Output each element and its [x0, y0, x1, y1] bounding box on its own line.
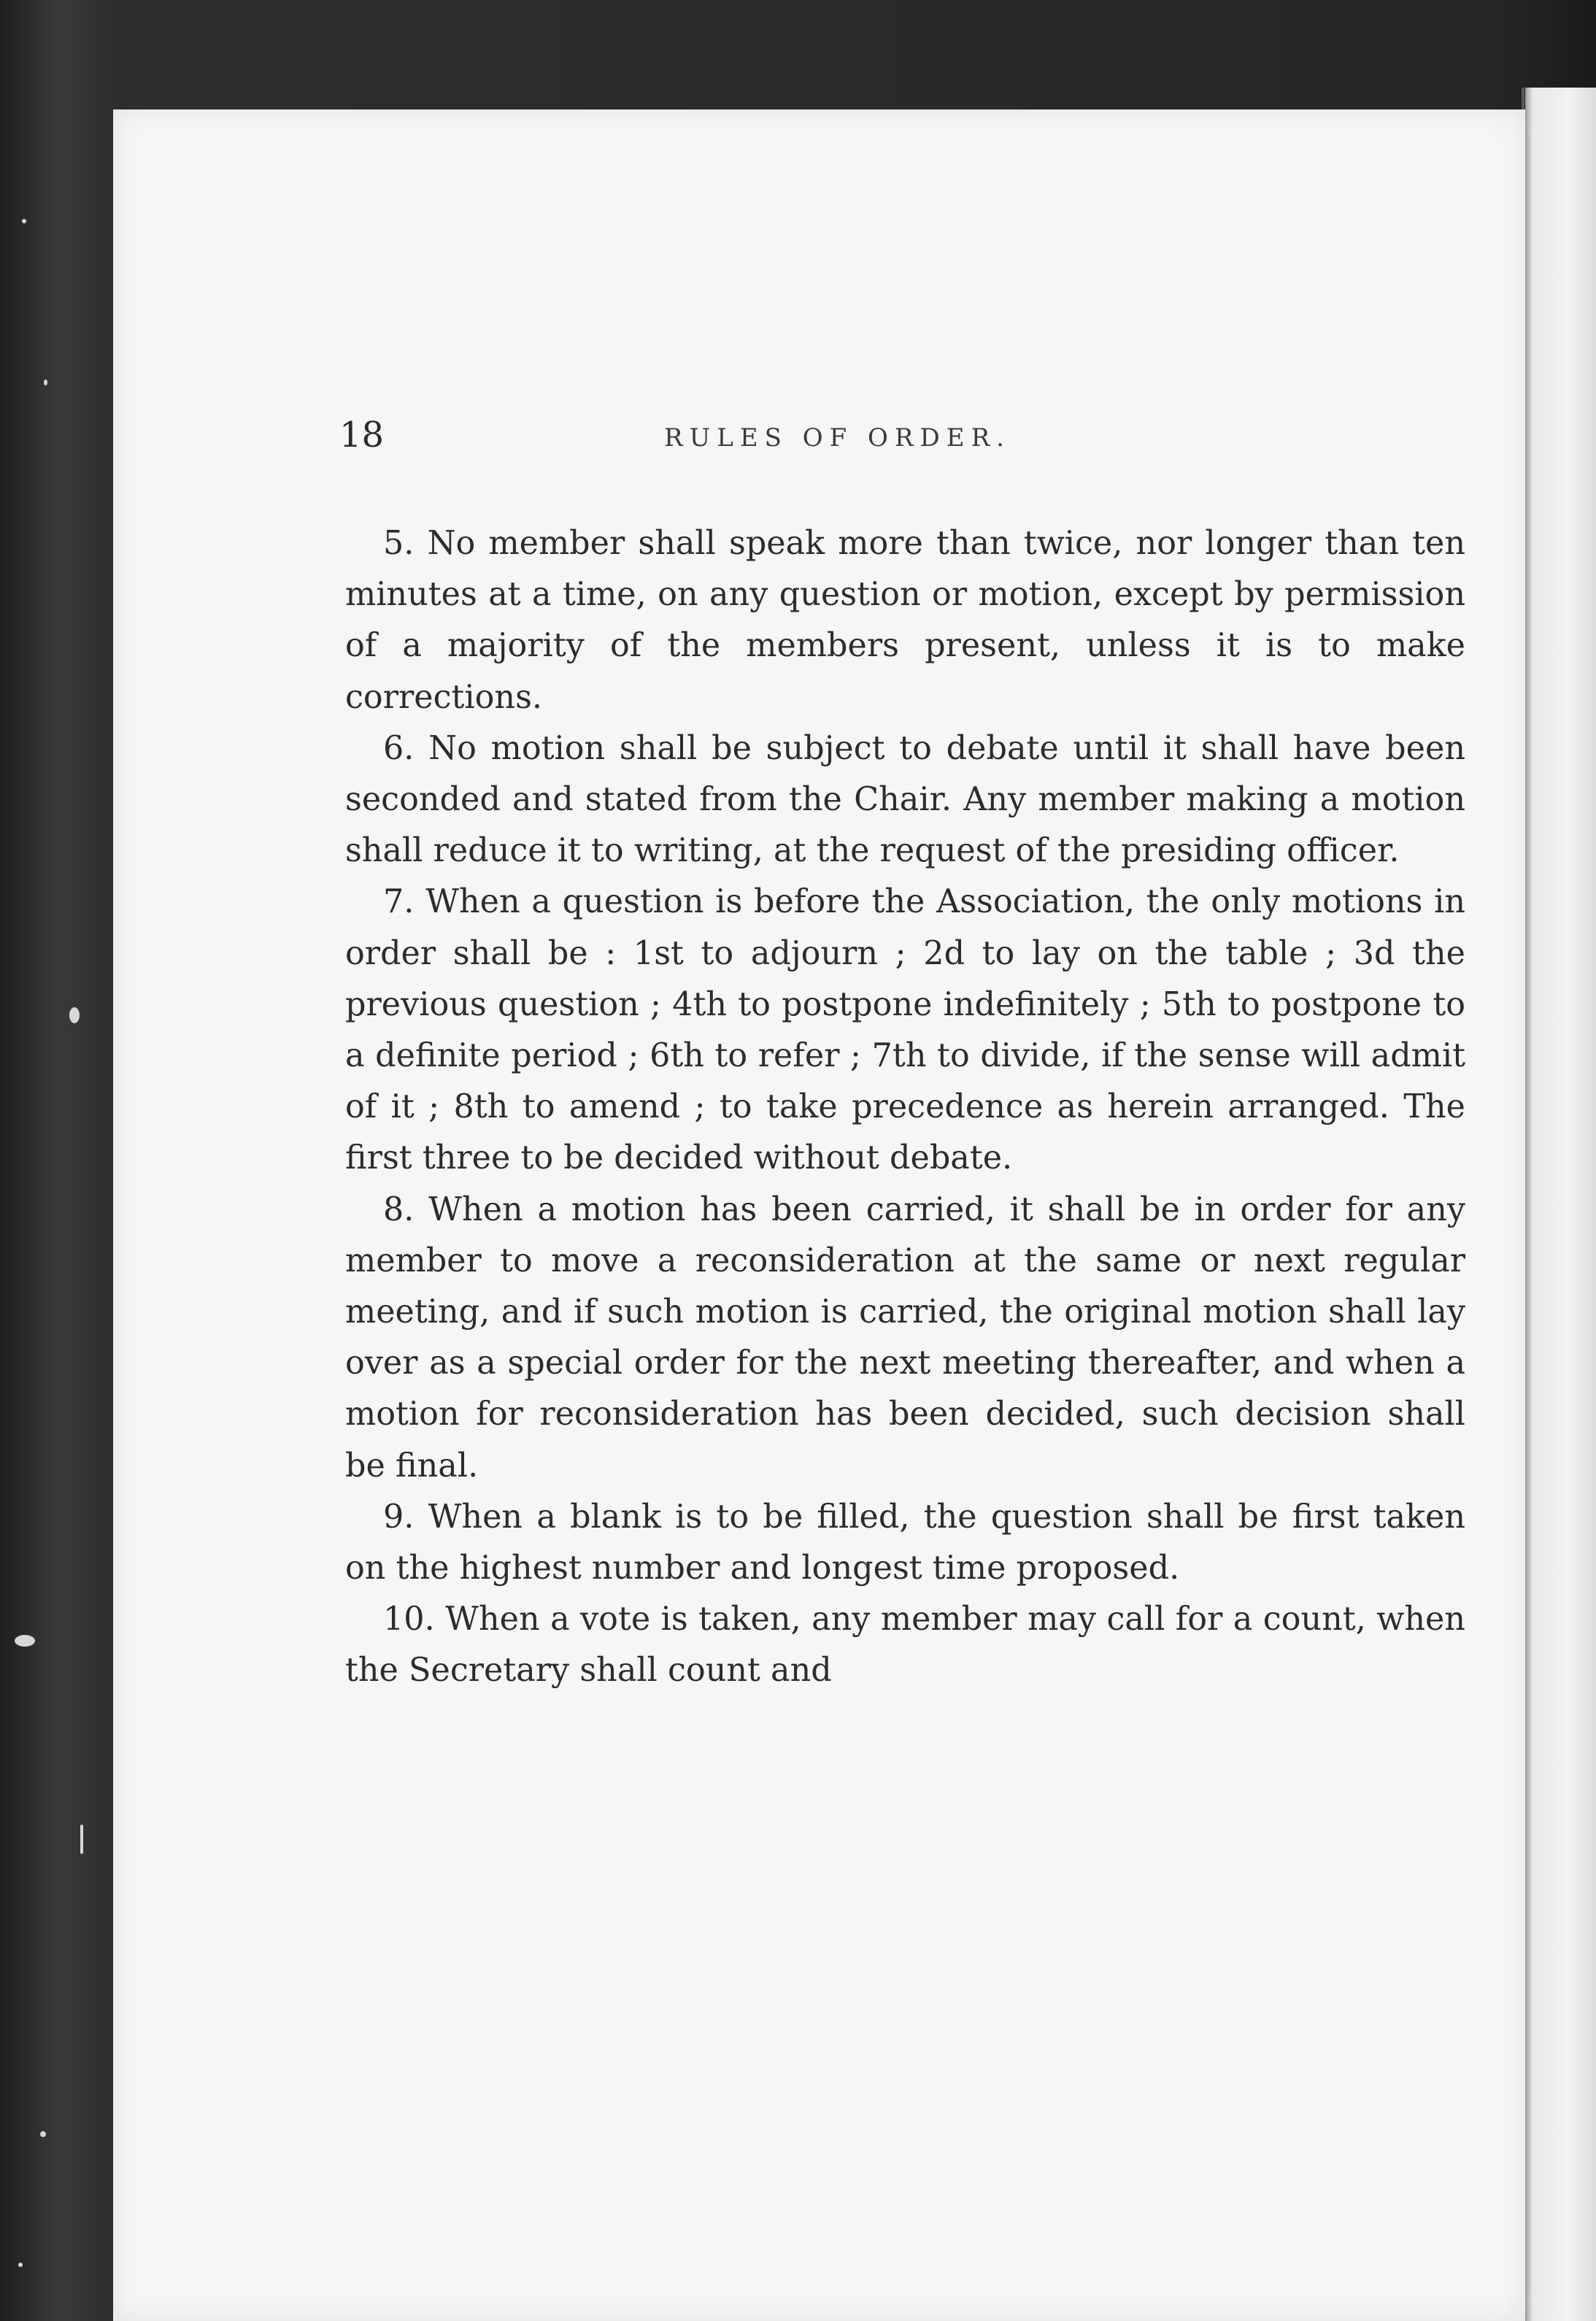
dust-speck [44, 380, 47, 385]
rule-number: 10. [383, 1601, 435, 1639]
book-page [113, 109, 1525, 2321]
dust-speck [18, 2263, 23, 2267]
next-page-edge [1525, 88, 1596, 2321]
rule-text: When a question is before the Association, the only motions in order shall be : 1st to adjourn ; 2d to lay on the table ; 3d the previous question ; 4th to postpone indefinitely ; 5th to postpone to a definite period ; 6th to refer ; 7th to divide, if the sense will admit of it ; 8th to amend ; to take precedence as herein arranged. The first three to be decided without debate. [345, 883, 1465, 1177]
dust-speck [15, 1635, 35, 1647]
running-head [113, 415, 1525, 466]
dust-speck [40, 2131, 46, 2137]
rule-text: When a blank is to be filled, the question shall be first taken on the highest number and longest time proposed. [345, 1498, 1465, 1587]
rule-paragraph [345, 1492, 1465, 1594]
rule-number: 8. [383, 1190, 415, 1228]
rule-number: 6. [383, 729, 415, 767]
dust-speck [69, 1007, 80, 1023]
rule-paragraph [345, 1594, 1465, 1696]
rule-paragraph [345, 518, 1465, 723]
rule-number: 5. [383, 525, 415, 562]
rule-paragraph [345, 1185, 1465, 1492]
dust-speck [22, 219, 26, 223]
rule-text: When a motion has been carried, it shall be in order for any member to move a reconsideration at the same or next regular meeting, and if such motion is carried, the original motion shall lay over as a special order for the next meeting thereafter, and when a motion for reconsideration has been decided, such decision shall be final. [345, 1190, 1465, 1485]
rule-number: 7. [383, 883, 415, 921]
rule-text: No member shall speak more than twice, nor longer than ten minutes at a time, on any question or motion, except by permission of a majority of the members present, unless it is to make corrections. [345, 525, 1465, 716]
page-number: 18 [339, 415, 385, 455]
rules-text [345, 518, 1465, 1697]
rule-text: When a vote is taken, any member may call for a count, when the Secretary shall count and [345, 1601, 1465, 1690]
rule-text: No motion shall be subject to debate until it shall have been seconded and stated from the Chair. Any member making a motion shall reduce it to writing, at the request of the presiding officer. [345, 729, 1465, 870]
running-title: RULES OF ORDER. [664, 423, 1011, 453]
rule-paragraph [345, 723, 1465, 877]
dust-speck [80, 1825, 83, 1854]
rule-paragraph [345, 877, 1465, 1184]
rule-number: 9. [383, 1498, 415, 1536]
